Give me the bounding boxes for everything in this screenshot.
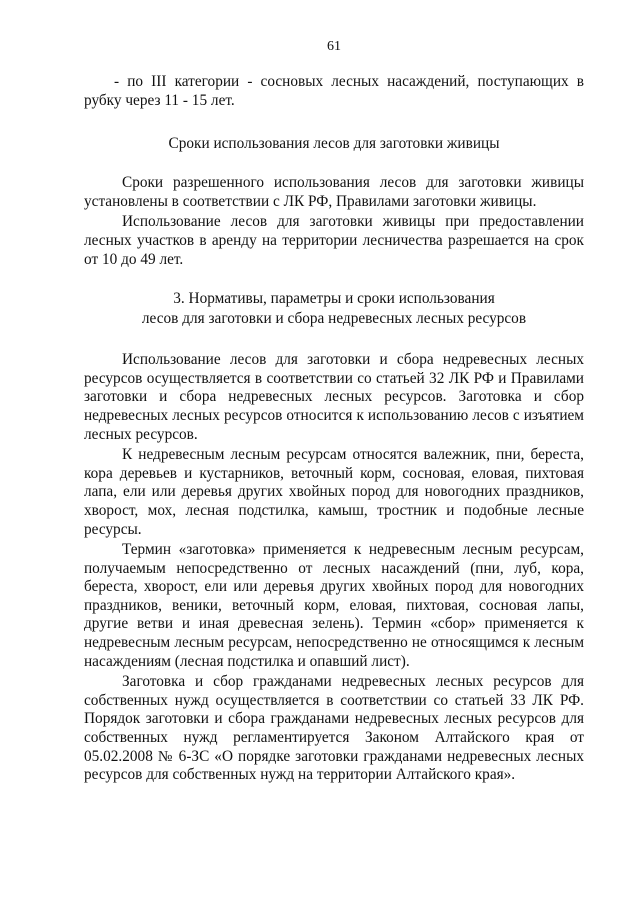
section-3-paragraph-4: Заготовка и сбор гражданами недревесных лесных ресурсов для собственных нужд осуществляется в соответствии со статьей 33 ЛК РФ. Порядок заготовки и сбора гражданами недревесных лесных ресурсов для собственных нужд регламентируется Законом Алтайского края от 05.02.2008 № 6-ЗС «О порядке заготовки гражданами недревесных лесных ресурсов для собственных нужд на территории Алтайского края».	[84, 673, 584, 784]
page-number: 61	[327, 39, 341, 54]
resin-paragraph-1: Сроки разрешенного использования лесов для заготовки живицы установлены в соответствии с ЛК РФ, Правилами заготовки живицы.	[84, 174, 584, 210]
section-3-title-line-1: 3. Нормативы, параметры и сроки использования	[173, 290, 495, 308]
section-resin-title: Сроки использования лесов для заготовки живицы	[168, 135, 500, 153]
section-3-paragraph-2: К недревесным лесным ресурсам относятся валежник, пни, береста, кора деревьев и кустарников, веточный корм, сосновая, еловая, пихтовая лапа, ели или деревья других хвойных пород для новогодних праздников, хворост, мох, лесная подстилка, камыш, тростник и подобные лесные ресурсы.	[84, 446, 584, 538]
section-3-paragraph-1: Использование лесов для заготовки и сбора недревесных лесных ресурсов осуществляется в соответствии со статьей 32 ЛК РФ и Правилами заготовки и сбора недревесных лесных ресурсов. Заготовка и сбор недревесных лесных ресурсов относится к использованию лесов с изъятием лесных ресурсов.	[84, 351, 584, 443]
section-3-paragraph-3: Термин «заготовка» применяется к недревесным лесным ресурсам, получаемым непосредственно от лесных насаждений (пни, луб, кора, береста, хворост, ели или деревья других хвойных пород для новогодних праздников, веники, веточный корм, еловая, пихтовая, сосновая лапы, другие ветви и иная древесная зелень). Термин «сбор» применяется к недревесным лесным ресурсам, непосредственно не относящимся к лесным насаждениям (лесная подстилка и опавший лист).	[84, 541, 584, 670]
section-3-title-line-2: лесов для заготовки и сбора недревесных лесных ресурсов	[141, 310, 527, 328]
intro-paragraph: - по III категории - сосновых лесных насаждений, поступающих в рубку через 11 - 15 лет.	[84, 73, 584, 109]
section-3-title	[84, 289, 584, 329]
resin-paragraph-2: Использование лесов для заготовки живицы при предоставлении лесных участков в аренду на территории лесничества разрешается на срок от 10 до 49 лет.	[84, 213, 584, 268]
